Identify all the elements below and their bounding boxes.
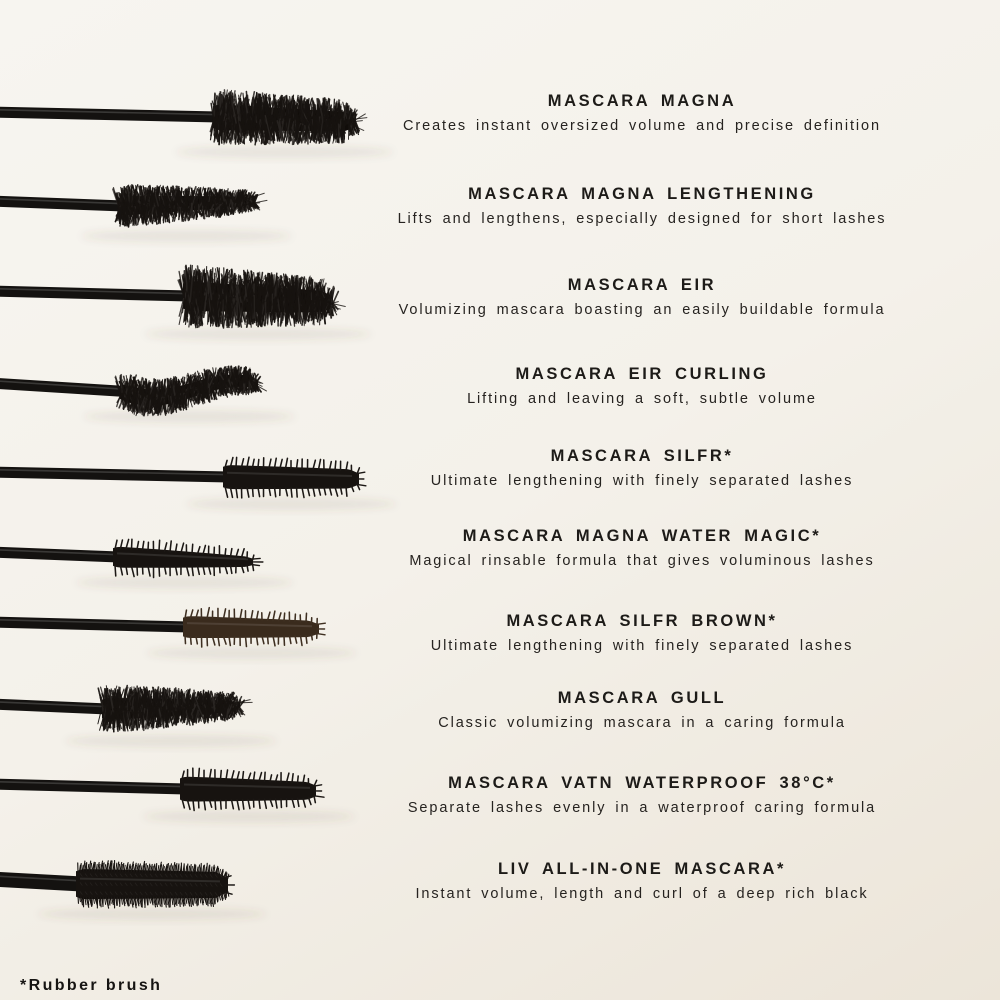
product-name: MASCARA VATN WATERPROOF 38°C* — [448, 774, 836, 792]
rubber-dense-brush-icon — [0, 861, 266, 920]
product-description: Ultimate lengthening with finely separated lashes — [430, 473, 854, 489]
product-row — [282, 689, 1000, 732]
rubber-spike-tapered-brush-icon — [0, 539, 293, 588]
fiber-bristle-tapered-brush-icon — [0, 686, 277, 747]
product-name: MASCARA EIR CURLING — [515, 365, 769, 383]
product-row — [282, 527, 1000, 570]
product-row — [282, 774, 1000, 817]
product-name: MASCARA SILFR* — [550, 447, 734, 465]
product-row — [282, 365, 1000, 408]
product-row — [282, 185, 1000, 228]
product-row — [282, 447, 1000, 490]
product-description: Classic volumizing mascara in a caring formula — [438, 715, 846, 731]
fiber-bristle-tapered-brush-icon — [0, 185, 291, 242]
product-row — [282, 860, 1000, 903]
product-row — [282, 276, 1000, 319]
rubber-brush-footnote: *Rubber brush — [20, 977, 163, 994]
product-description: Creates instant oversized volume and precise definition — [403, 118, 881, 134]
fiber-bristle-curved-brush-icon — [0, 366, 295, 422]
product-description: Magical rinsable formula that gives voluminous lashes — [409, 553, 875, 569]
product-name: MASCARA MAGNA WATER MAGIC* — [462, 527, 822, 545]
product-row — [282, 92, 1000, 135]
product-row — [282, 612, 1000, 655]
product-description: Instant volume, length and curl of a deep rich black — [415, 886, 869, 902]
product-name: LIV ALL-IN-ONE MASCARA* — [497, 860, 787, 878]
product-description: Separate lashes evenly in a waterproof caring formula — [407, 800, 877, 816]
product-description: Volumizing mascara boasting an easily buildable formula — [398, 302, 886, 318]
product-name: MASCARA MAGNA — [547, 92, 737, 110]
product-name: MASCARA GULL — [557, 689, 727, 707]
product-name: MASCARA EIR — [567, 276, 717, 294]
product-name: MASCARA SILFR BROWN* — [506, 612, 778, 630]
product-description: Lifting and leaving a soft, subtle volume — [467, 391, 817, 407]
product-description: Ultimate lengthening with finely separated lashes — [430, 638, 854, 654]
product-description: Lifts and lengthens, especially designed for short lashes — [397, 211, 887, 227]
product-name: MASCARA MAGNA LENGTHENING — [468, 185, 816, 203]
